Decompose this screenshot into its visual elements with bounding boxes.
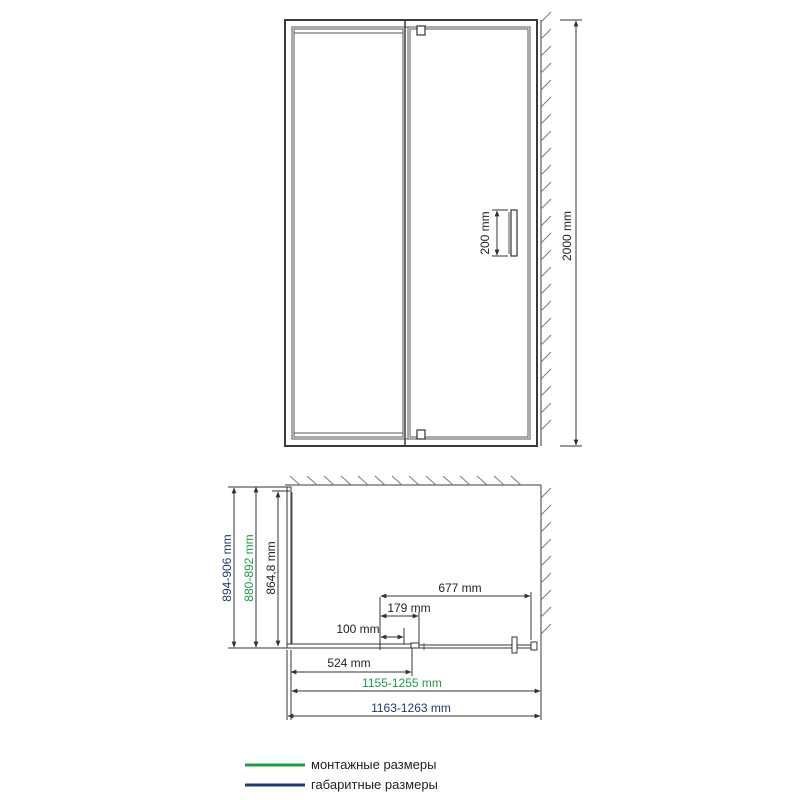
hatch-stroke: [541, 403, 551, 413]
hatch-stroke: [541, 114, 551, 124]
hatch-stroke: [541, 80, 551, 90]
hatch-stroke: [541, 573, 551, 583]
hatch-stroke: [494, 476, 504, 485]
hatch-stroke: [511, 476, 521, 485]
label-179: 179 mm: [387, 601, 431, 615]
bottom-hinge: [417, 430, 425, 439]
hatch-stroke: [290, 476, 300, 485]
wall-hatch-plan: [285, 476, 551, 655]
handle-height-label: 200 mm: [478, 211, 492, 255]
hatch-stroke: [541, 420, 551, 430]
legend: [245, 757, 438, 792]
hatch-stroke: [541, 301, 551, 311]
hatch-stroke: [541, 148, 551, 158]
legend-label-install: монтажные размеры: [311, 757, 437, 772]
hatch-stroke: [541, 505, 551, 515]
hatch-stroke: [541, 199, 551, 209]
hatch-stroke: [541, 318, 551, 328]
hatch-stroke: [541, 29, 551, 39]
hatch-stroke: [541, 607, 551, 617]
hatch-stroke: [541, 12, 551, 22]
hatch-stroke: [541, 352, 551, 362]
hatch-stroke: [307, 476, 317, 485]
door-panel: [410, 29, 528, 437]
hatch-stroke: [477, 476, 487, 485]
hatch-stroke: [541, 522, 551, 532]
hatch-stroke: [541, 250, 551, 260]
hatch-stroke: [541, 335, 551, 345]
front-inner-frame: [292, 27, 530, 439]
dim-100: [336, 622, 404, 644]
overall-depth-label: 894-906 mm: [220, 534, 234, 602]
hatch-stroke: [460, 476, 470, 485]
hatch-stroke: [541, 556, 551, 566]
door-handle: [509, 210, 517, 256]
hatch-stroke: [409, 476, 419, 485]
overall-width-label: 1163-1263 mm: [371, 701, 451, 715]
hatch-stroke: [541, 165, 551, 175]
hatch-stroke: [541, 131, 551, 141]
hatch-stroke: [541, 216, 551, 226]
left-profile: [287, 487, 291, 647]
hatch-stroke: [375, 476, 385, 485]
hatch-stroke: [541, 233, 551, 243]
wall-hatch-front: [541, 12, 551, 446]
fixed-panel: [294, 29, 403, 437]
hatch-stroke: [541, 97, 551, 107]
hatch-stroke: [541, 182, 551, 192]
hatch-stroke: [426, 476, 436, 485]
hatch-stroke: [324, 476, 334, 485]
hatch-stroke: [541, 46, 551, 56]
install-depth-dimension: [242, 487, 256, 647]
label-524: 524 mm: [327, 656, 371, 670]
hatch-stroke: [341, 476, 351, 485]
hatch-stroke: [541, 590, 551, 600]
handle-dimension: [478, 210, 508, 256]
hatch-stroke: [541, 488, 551, 498]
top-hinge: [417, 26, 425, 35]
hatch-stroke: [541, 539, 551, 549]
height-dimension: [560, 20, 582, 446]
label-677: 677 mm: [438, 581, 482, 595]
hatch-stroke: [443, 476, 453, 485]
panel-depth-dimension: [264, 491, 290, 646]
install-width-label: 1155-1255 mm: [362, 676, 442, 690]
hatch-stroke: [541, 386, 551, 396]
front-view: [285, 12, 582, 446]
dim-179: [381, 601, 431, 644]
hatch-stroke: [541, 267, 551, 277]
install-depth-label: 880-892 mm: [242, 534, 256, 602]
dim-524: [291, 648, 412, 676]
plan-view: [220, 476, 551, 720]
hatch-stroke: [541, 369, 551, 379]
hatch-stroke: [392, 476, 402, 485]
front-outer-frame: [285, 20, 537, 446]
legend-label-overall: габаритные размеры: [311, 777, 438, 792]
panel-depth-label: 864,8 mm: [264, 541, 278, 595]
hatch-stroke: [541, 284, 551, 294]
overall-height-label: 2000 mm: [560, 210, 574, 262]
hatch-stroke: [358, 476, 368, 485]
hatch-stroke: [541, 63, 551, 73]
label-100: 100 mm: [336, 622, 380, 636]
hatch-stroke: [541, 624, 551, 634]
